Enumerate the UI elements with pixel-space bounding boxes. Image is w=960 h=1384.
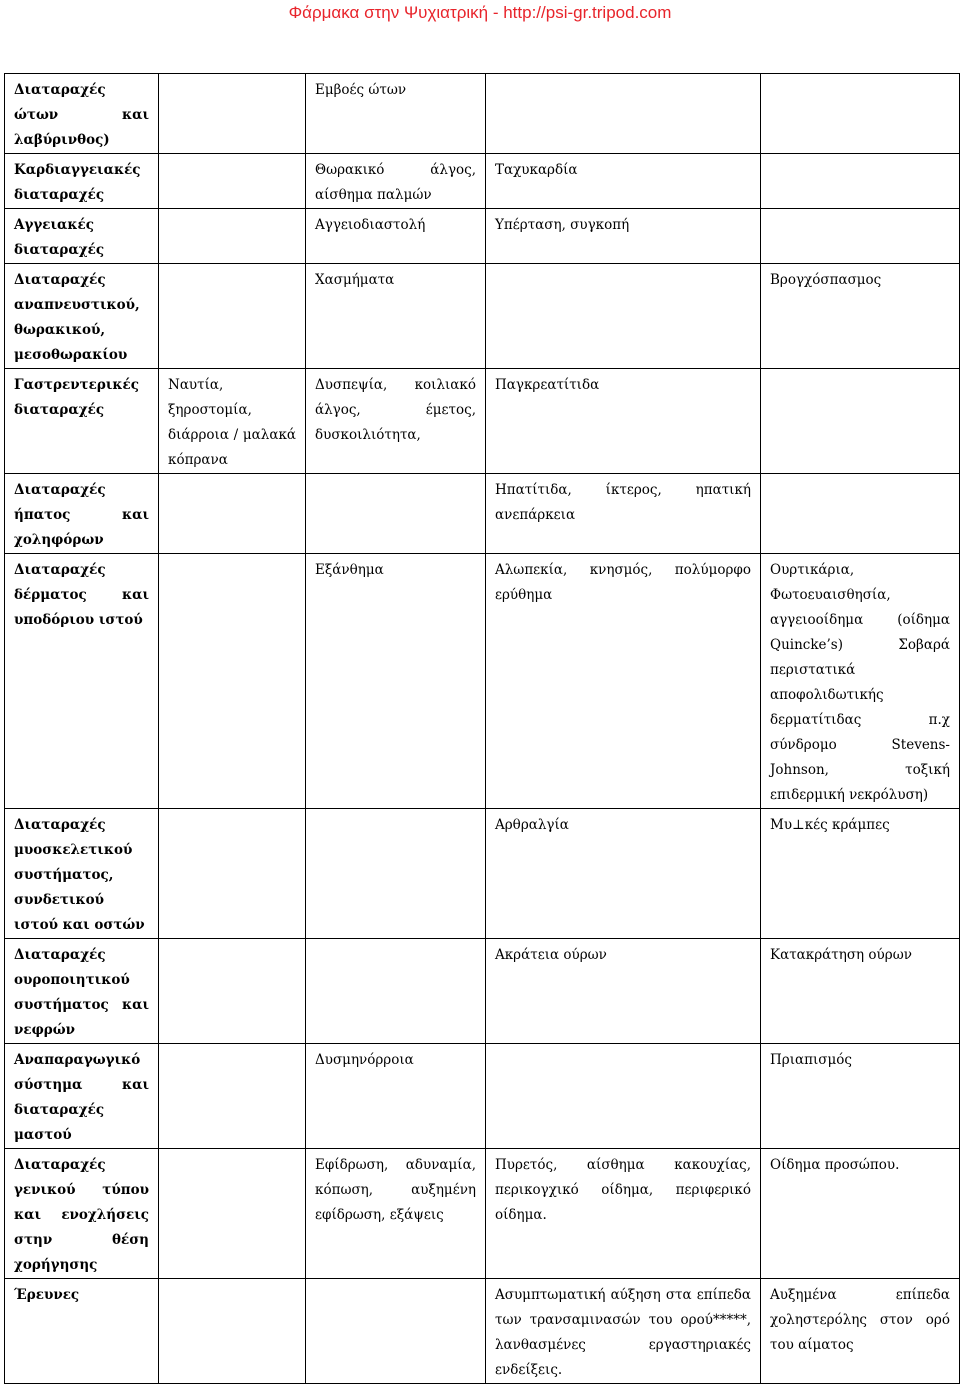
effect-cell-3 [486,209,761,264]
effect-text: Εμβοές ώτων [315,82,407,98]
effect-cell-1 [159,369,306,474]
side-effects-table [4,73,960,1384]
side-effects-table-body [5,74,960,1384]
category-label: Διαταραχές δέρματος και υποδόριου ιστού [14,562,149,628]
table-row [5,809,960,939]
effect-cell-2 [306,809,486,939]
category-label: Διαταραχές ουροποιητικού συστήματος και νεφρών [14,947,149,1038]
effect-cell-3 [486,939,761,1044]
effect-cell-1 [159,264,306,369]
effect-cell-3 [486,264,761,369]
effect-text: Υπέρταση, συγκοπή [495,217,630,233]
effect-cell-2 [306,74,486,154]
category-cell [5,939,159,1044]
category-cell [5,264,159,369]
table-row [5,74,960,154]
table-row [5,1149,960,1279]
effect-cell-4 [761,264,960,369]
effect-text: Αγγειοδιαστολή [315,217,426,233]
effect-cell-4 [761,369,960,474]
table-row [5,1279,960,1384]
effect-text: Δυσμηνόρροια [315,1052,414,1068]
effect-cell-3 [486,369,761,474]
category-cell [5,1044,159,1149]
effect-cell-2 [306,209,486,264]
effect-text: Πριαπισμός [770,1052,852,1068]
effect-text: Θωρακικό άλγος, αίσθημα παλμών [315,162,476,203]
effect-cell-1 [159,554,306,809]
effect-cell-2 [306,554,486,809]
effect-text: Οίδημα προσώπου. [770,1157,900,1173]
category-label: Διαταραχές μυοσκελετικού συστήματος, συνδετικού ιστού και οστών [14,817,145,933]
effect-cell-1 [159,154,306,209]
effect-text: Πυρετός, αίσθημα κακουχίας, περικογχικό οίδημα, περιφερικό οίδημα. [495,1157,751,1223]
effect-cell-2 [306,939,486,1044]
table-row [5,939,960,1044]
category-label: Διαταραχές ώτων και λαβύρινθος) [14,82,149,148]
effect-cell-2 [306,1149,486,1279]
effect-cell-2 [306,154,486,209]
effect-cell-3 [486,1044,761,1149]
effect-cell-2 [306,369,486,474]
effect-text: Κατακράτηση ούρων [770,947,912,963]
effect-cell-4 [761,554,960,809]
effect-text: Δυσπεψία, κοιλιακό άλγος, έμετος, δυσκοιλιότητα, [315,377,476,443]
table-row [5,264,960,369]
effect-text: Βρογχόσπασμος [770,272,882,288]
category-cell [5,809,159,939]
effect-cell-1 [159,1149,306,1279]
effect-cell-4 [761,809,960,939]
effect-text: Παγκρεατίτιδα [495,377,600,393]
effect-text: Ηπατίτιδα, ίκτερος, ηπατική ανεπάρκεια [495,482,751,523]
effect-cell-4 [761,1279,960,1384]
category-label: Διαταραχές ήπατος και χοληφόρων [14,482,149,548]
effect-cell-1 [159,1279,306,1384]
page-header-title: Φάρμακα στην Ψυχιατρική - http://psi-gr.tripod.com [288,3,672,22]
table-row [5,154,960,209]
category-cell [5,554,159,809]
effect-text: Εξάνθημα [315,562,384,578]
effect-cell-4 [761,1149,960,1279]
effect-cell-4 [761,74,960,154]
table-row [5,474,960,554]
category-label: Γαστρεντερικές διαταραχές [14,377,139,418]
effect-text: Αυξημένα επίπεδα χοληστερόλης στον ορό του αίματος [770,1287,950,1353]
category-label: Καρδιαγγειακές διαταραχές [14,162,141,203]
effect-cell-2 [306,264,486,369]
effect-cell-1 [159,474,306,554]
effect-cell-3 [486,1279,761,1384]
effect-cell-4 [761,1044,960,1149]
effect-cell-2 [306,474,486,554]
category-cell [5,74,159,154]
effect-text: Αλωπεκία, κνησμός, πολύμορφο ερύθημα [495,562,751,603]
category-cell [5,1149,159,1279]
effect-text: Μυ⊥κές κράμπες [770,817,890,833]
effect-text: Χασμήματα [315,272,395,288]
table-row [5,554,960,809]
effect-cell-3 [486,554,761,809]
effect-cell-3 [486,154,761,209]
effect-cell-2 [306,1044,486,1149]
effect-text: Ναυτία, ξηροστομία, διάρροια / μαλακά κόπρανα [168,377,296,468]
effect-text: Ασυμπτωματική αύξηση στα επίπεδα των τρανσαμινασών του ορού*****, λανθασμένες εργαστηριακές ενδείξεις. [495,1287,751,1378]
category-cell [5,154,159,209]
category-cell [5,474,159,554]
table-row [5,1044,960,1149]
effect-text: Ουρτικάρια, Φωτοευαισθησία, αγγειοοίδημα (οίδημα Quincke’s) Σοβαρά περιστατικά αποφολιδωτικής δερματίτιδας π.χ σύνδρομο Stevens-Johnson, τοξική επιδερμική νεκρόλυση) [770,562,950,803]
effect-text: Ακράτεια ούρων [495,947,607,963]
effect-cell-1 [159,809,306,939]
category-label: Αγγειακές διαταραχές [14,217,105,258]
category-cell [5,369,159,474]
category-label: Έρευνες [14,1287,80,1303]
category-label: Διαταραχές γενικού τύπου και ενοχλήσεις στην θέση χορήγησης [14,1157,149,1273]
effect-cell-1 [159,74,306,154]
effect-cell-1 [159,209,306,264]
effect-cell-2 [306,1279,486,1384]
effect-cell-4 [761,154,960,209]
effect-text: Εφίδρωση, αδυναμία, κόπωση, αυξημένη εφίδρωση, εξάψεις [315,1157,476,1223]
effect-cell-3 [486,74,761,154]
category-label: Αναπαραγωγικό σύστημα και διαταραχές μαστού [14,1052,149,1143]
effect-text: Αρθραλγία [495,817,569,833]
effect-cell-3 [486,809,761,939]
effect-cell-4 [761,474,960,554]
table-row [5,369,960,474]
effect-cell-1 [159,939,306,1044]
category-cell [5,209,159,264]
table-row [5,209,960,264]
effect-cell-4 [761,209,960,264]
effect-text: Ταχυκαρδία [495,162,578,178]
effect-cell-3 [486,474,761,554]
category-label: Διαταραχές αναπνευστικού, θωρακικού, μεσοθωρακίου [14,272,140,363]
category-cell [5,1279,159,1384]
effect-cell-4 [761,939,960,1044]
effect-cell-1 [159,1044,306,1149]
effect-cell-3 [486,1149,761,1279]
